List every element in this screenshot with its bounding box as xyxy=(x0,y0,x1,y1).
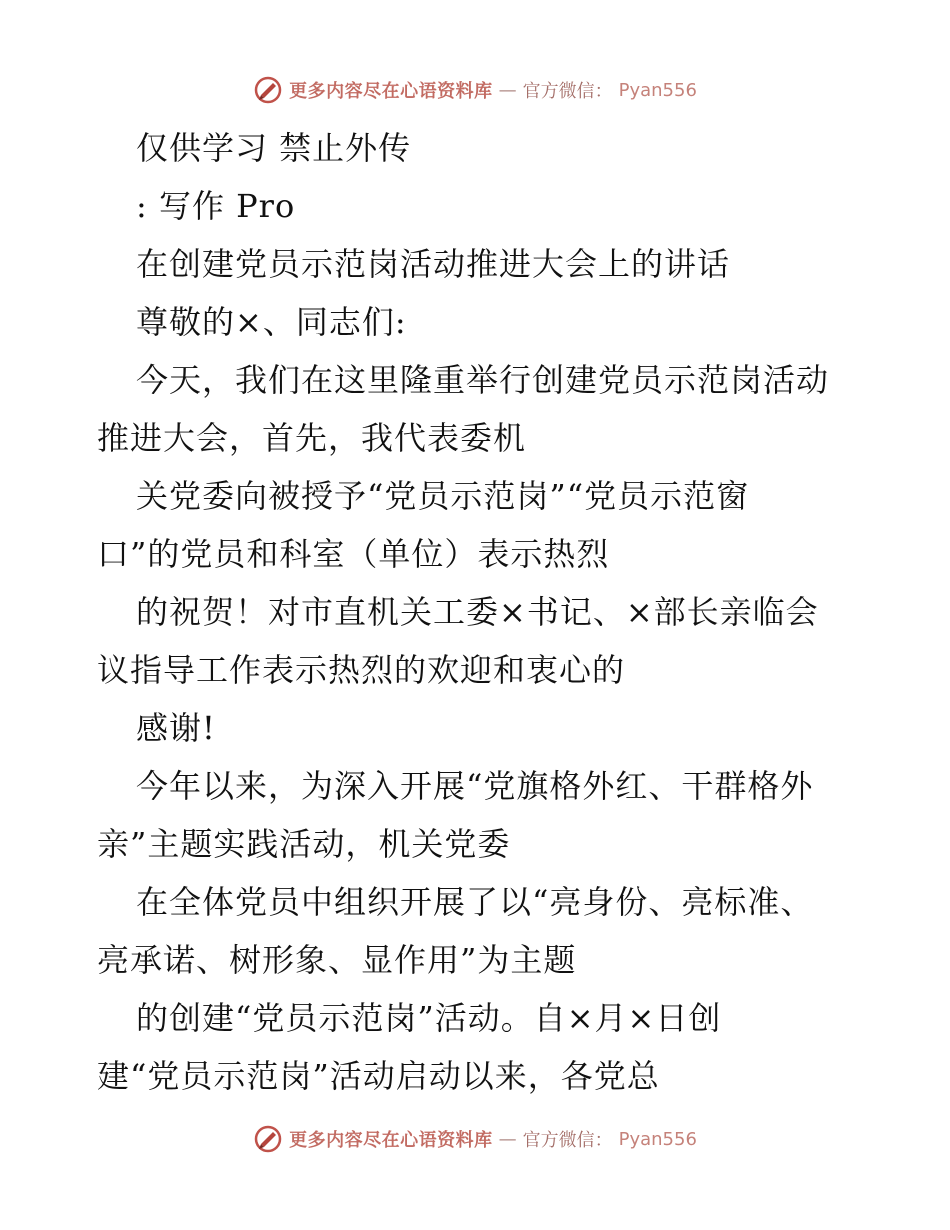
watermark-id: Pyan556 xyxy=(618,79,697,101)
watermark-dash: — xyxy=(498,1128,517,1150)
text-line: 感谢! xyxy=(136,709,216,747)
document-title: 在创建党员示范岗活动推进大会上的讲话 xyxy=(136,245,731,283)
pen-logo-icon xyxy=(253,1124,283,1154)
text-line: 推进大会，首先，我代表委机 xyxy=(97,419,527,457)
watermark-label: 官方微信： xyxy=(522,1130,613,1151)
watermark-footer xyxy=(0,1119,950,1159)
pen-logo-icon xyxy=(253,75,283,105)
text-line: 今天，我们在这里隆重举行创建党员示范岗活动 xyxy=(136,361,830,399)
text-line: 亲”主题实践活动，机关党委 xyxy=(97,825,511,863)
watermark-id: Pyan556 xyxy=(618,1128,697,1150)
text-line: 口”的党员和科室（单位）表示热烈 xyxy=(97,535,610,573)
watermark-text: 更多内容尽在心语资料库 xyxy=(289,1130,493,1151)
watermark-label: 官方微信： xyxy=(522,81,613,102)
text-line: 的祝贺！对市直机关工委×书记、×部长亲临会 xyxy=(136,593,819,631)
text-line: 的创建“党员示范岗”活动。自×月×日创 xyxy=(136,999,722,1037)
salutation: 尊敬的×、同志们: xyxy=(136,303,407,341)
watermark-header xyxy=(0,70,950,110)
text-line: 议指导工作表示热烈的欢迎和衷心的 xyxy=(97,651,626,689)
text-line: 建“党员示范岗”活动启动以来，各党总 xyxy=(97,1057,660,1095)
text-line: 在全体党员中组织开展了以“亮身份、亮标准、 xyxy=(136,883,814,921)
watermark-dash: — xyxy=(498,79,517,101)
text-line: 仅供学习 禁止外传 xyxy=(136,129,412,167)
text-line: 亮承诺、树形象、显作用”为主题 xyxy=(97,941,577,979)
text-line: 今年以来，为深入开展“党旗格外红、干群格外 xyxy=(136,767,814,805)
text-line: 关党委向被授予“党员示范岗”“党员示范窗 xyxy=(136,477,750,515)
text-line: : 写作 Pro xyxy=(136,187,296,225)
watermark-text: 更多内容尽在心语资料库 xyxy=(289,81,493,102)
